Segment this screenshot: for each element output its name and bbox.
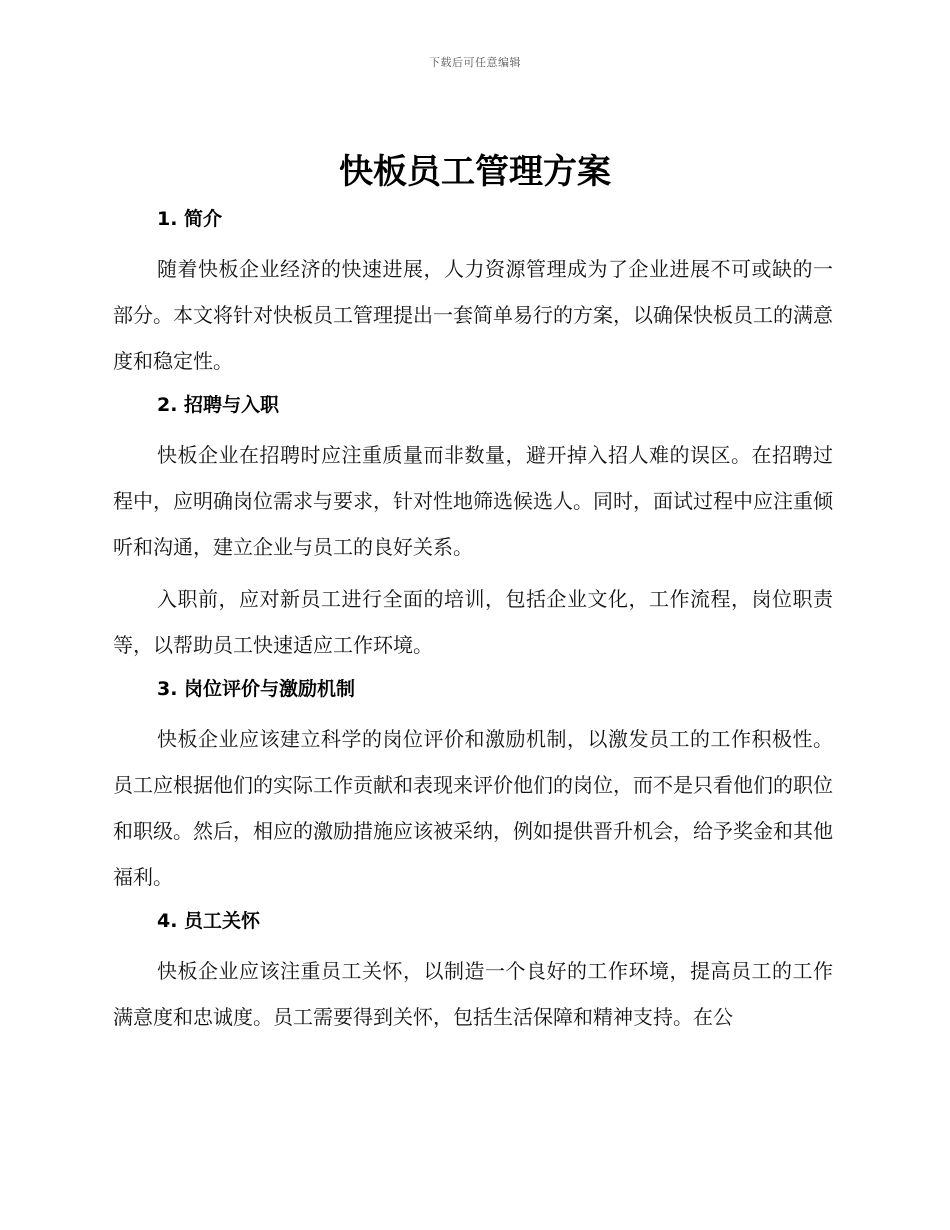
section-heading: 1. 简介 [157,208,223,230]
section-introduction [113,204,833,384]
section-recruitment [113,390,833,668]
section-heading: 4. 员工关怀 [157,910,261,932]
paragraph: 随着快板企业经济的快速进展，人力资源管理成为了企业进展不可或缺的一部分。本文将针对快板员工管理提出一套简单易行的方案，以确保快板员工的满意度和稳定性。 [113,257,833,373]
paragraph: 入职前，应对新员工进行全面的培训，包括企业文化，工作流程，岗位职责等，以帮助员工快速适应工作环境。 [113,587,833,657]
document-title: 快板员工管理方案 [339,152,611,192]
paragraph: 快板企业应该建立科学的岗位评价和激励机制，以激发员工的工作积极性。员工应根据他们的实际工作贡献和表现来评价他们的岗位，而不是只看他们的职位和职级。然后，相应的激励措施应该被采纳，例如提供晋升机会，给予奖金和其他福利。 [113,727,833,889]
document-body [113,200,833,1046]
section-evaluation [113,674,833,900]
paragraph: 快板企业应该注重员工关怀，以制造一个良好的工作环境，提高员工的工作满意度和忠诚度。员工需要得到关怀，包括生活保障和精神支持。在公 [113,959,833,1029]
section-employee-care [113,906,833,1040]
paragraph: 快板企业在招聘时应注重质量而非数量，避开掉入招人难的误区。在招聘过程中，应明确岗位需求与要求，针对性地筛选候选人。同时，面试过程中应注重倾听和沟通，建立企业与员工的良好关系。 [113,443,833,559]
section-heading: 3. 岗位评价与激励机制 [157,678,356,700]
page-header-note: 下载后可任意编辑 [429,56,521,69]
section-heading: 2. 招聘与入职 [157,394,280,416]
